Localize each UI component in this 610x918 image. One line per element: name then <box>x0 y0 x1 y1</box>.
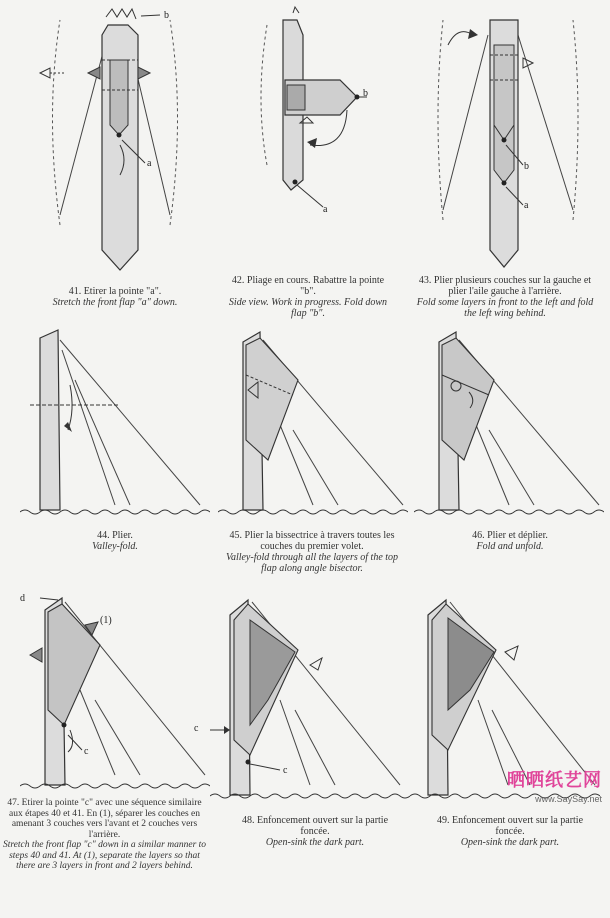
step-43-label-a: a <box>524 200 529 211</box>
step-47-caption-en: Stretch the front flap "c" down in a similar manner to steps 40 and 41. At (1), separate the layers so that there are 3 layers in front and 2 layers behind. <box>2 840 207 871</box>
step-41-diagram <box>20 5 210 280</box>
step-41-caption-en: Stretch the front flap "a" down. <box>52 297 178 308</box>
step-48-label-c-left: c <box>194 723 199 734</box>
step-48-label-c-bottom: c <box>283 765 288 776</box>
step-45-caption <box>222 530 402 574</box>
step-42-label-a: a <box>323 204 328 215</box>
step-46-caption-fr: 46. Plier et déplier. <box>472 530 548 541</box>
step-46-caption-en: Fold and unfold. <box>476 541 544 552</box>
step-46-diagram <box>414 320 604 520</box>
step-48-caption <box>235 815 395 848</box>
step-49-caption-en: Open-sink the dark part. <box>460 837 560 848</box>
step-49-caption-fr: 49. Enfoncement ouvert sur la partie foncée. <box>436 815 584 837</box>
step-41-label-b: b <box>164 10 169 21</box>
step-41-label-a: a <box>147 158 152 169</box>
step-42-label-b: b <box>363 88 368 99</box>
step-47-label-1: (1) <box>100 615 112 626</box>
step-46-caption <box>430 530 590 552</box>
step-45-caption-en: Valley-fold through all the layers of the top flap along angle bisector. <box>225 552 399 574</box>
step-43-caption <box>410 275 600 319</box>
step-45-caption-fr: 45. Plier la bissectrice à travers toutes les couches du premier volet. <box>229 530 395 552</box>
step-43-label-b: b <box>524 161 529 172</box>
site-watermark <box>507 766 602 804</box>
step-47-caption <box>2 798 207 872</box>
step-43-caption-fr: 43. Plier plusieurs couches sur la gauche et plier l'aile gauche à l'arrière. <box>418 275 592 297</box>
step-47-diagram <box>20 590 210 795</box>
step-48-caption-fr: 48. Enfoncement ouvert sur la partie foncée. <box>241 815 389 837</box>
step-44-caption-en: Valley-fold. <box>92 541 138 552</box>
step-41-caption <box>35 286 195 308</box>
step-47-label-d: d <box>20 593 25 604</box>
step-48-caption-en: Open-sink the dark part. <box>265 837 365 848</box>
step-42-diagram <box>225 5 400 265</box>
step-42-caption-en: Side view. Work in progress. Fold down flap "b". <box>228 297 388 319</box>
step-42-caption <box>228 275 388 319</box>
watermark-text: 晒晒纸艺网 <box>507 770 602 790</box>
watermark-url: www.SaySay.net <box>535 794 602 804</box>
step-47-label-c: c <box>84 746 89 757</box>
step-44-caption-fr: 44. Plier. <box>97 530 133 541</box>
step-45-diagram <box>218 320 408 520</box>
step-42-caption-fr: 42. Pliage en cours. Rabattre la pointe "b". <box>231 275 385 297</box>
step-43-caption-en: Fold some layers in front to the left and fold the left wing behind. <box>416 297 594 319</box>
step-49-caption <box>430 815 590 848</box>
step-48-diagram <box>194 590 410 805</box>
step-43-diagram <box>418 5 598 270</box>
step-41-caption-fr: 41. Etirer la pointe "a". <box>68 286 162 297</box>
step-44-diagram <box>20 320 210 520</box>
step-47-caption-fr: 47. Etirer la pointe "c" avec une séquence similaire aux étapes 40 et 41. En (1), séparer les couches en amenant 3 couches vers l'avant et 2 couches vers l'arrière. <box>7 798 202 840</box>
step-44-caption <box>35 530 195 552</box>
